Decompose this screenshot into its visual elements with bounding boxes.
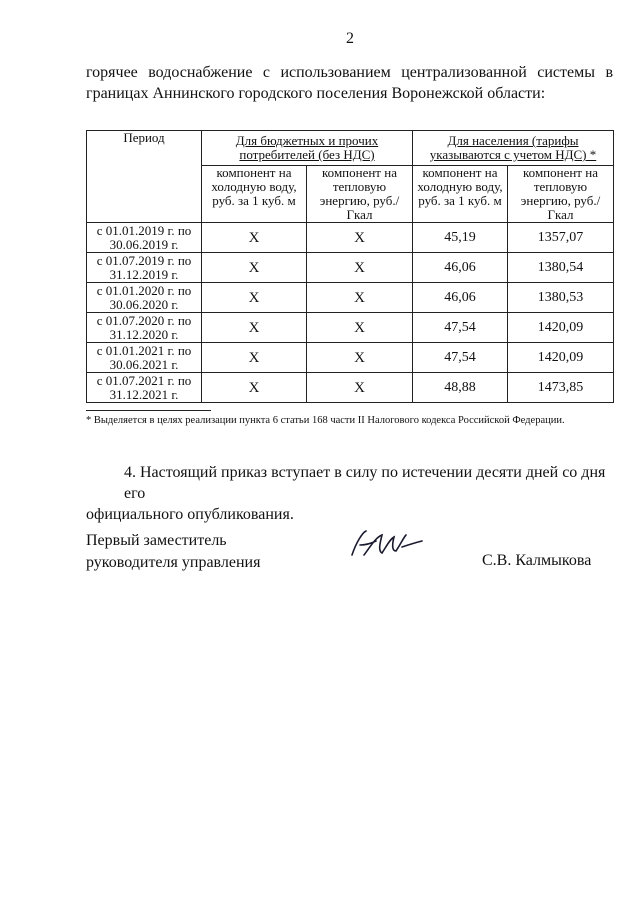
cell-heat-budget: X (307, 373, 413, 403)
header-population-group (413, 131, 614, 166)
cell-period: с 01.01.2021 г. по 30.06.2021 г. (87, 343, 202, 373)
cell-cold-population: 47,54 (413, 313, 508, 343)
header-budget-group (202, 131, 413, 166)
intro-line-2: границах Аннинского городского поселения Воронежской области: (86, 85, 546, 102)
header-heat-budget: компонент на тепловую энергию, руб./Гкал (307, 166, 413, 223)
table-row (87, 313, 614, 343)
footnote: * Выделяется в целях реализации пункта 6 статьи 168 части II Налогового кодекса Российской Федерации. (86, 415, 565, 426)
cell-heat-population: 1380,54 (508, 253, 614, 283)
cell-period: с 01.07.2019 г. по 31.12.2019 г. (87, 253, 202, 283)
cell-cold-population: 46,06 (413, 283, 508, 313)
signatory-title (86, 530, 260, 574)
cell-cold-budget: X (202, 283, 307, 313)
cell-cold-budget: X (202, 223, 307, 253)
cell-heat-population: 1380,53 (508, 283, 614, 313)
cell-heat-budget: X (307, 343, 413, 373)
cell-cold-population: 45,19 (413, 223, 508, 253)
table-row (87, 283, 614, 313)
cell-cold-budget: X (202, 313, 307, 343)
cell-period: с 01.07.2020 г. по 31.12.2020 г. (87, 313, 202, 343)
cell-heat-population: 1420,09 (508, 313, 614, 343)
footnote-divider (86, 410, 211, 411)
header-period: Период (87, 131, 202, 223)
cell-heat-population: 1473,85 (508, 373, 614, 403)
cell-cold-budget: X (202, 343, 307, 373)
signatory-title-line-1: Первый заместитель (86, 532, 227, 549)
cell-cold-budget: X (202, 373, 307, 403)
cell-period: с 01.01.2020 г. по 30.06.2020 г. (87, 283, 202, 313)
header-heat-population: компонент на тепловую энергию, руб./Гкал (508, 166, 614, 223)
cell-heat-budget: X (307, 223, 413, 253)
signatory-title-line-2: руководителя управления (86, 554, 261, 571)
cell-heat-budget: X (307, 253, 413, 283)
page-number: 2 (346, 30, 354, 47)
cell-cold-population: 46,06 (413, 253, 508, 283)
header-cold-population: компонент на холодную воду, руб. за 1 куб. м (413, 166, 508, 223)
table-row (87, 253, 614, 283)
intro-paragraph (86, 62, 613, 104)
clause-4 (86, 462, 613, 525)
cell-period: с 01.01.2019 г. по 30.06.2019 г. (87, 223, 202, 253)
cell-cold-budget: X (202, 253, 307, 283)
cell-heat-budget: X (307, 283, 413, 313)
table-row (87, 343, 614, 373)
cell-period: с 01.07.2021 г. по 31.12.2021 г. (87, 373, 202, 403)
cell-heat-population: 1357,07 (508, 223, 614, 253)
clause-line-1: 4. Настоящий приказ вступает в силу по истечении десяти дней со дня его (124, 464, 606, 502)
table-row (87, 223, 614, 253)
header-cold-budget: компонент на холодную воду, руб. за 1 куб. м (202, 166, 307, 223)
tariff-table (86, 130, 614, 403)
signer-name: С.В. Калмыкова (482, 552, 592, 569)
table-row (87, 373, 614, 403)
header-population-label: Для населения (тарифы указываются с учетом НДС) * (429, 133, 597, 162)
cell-heat-budget: X (307, 313, 413, 343)
intro-line-1: горячее водоснабжение с использованием централизованной системы в (86, 64, 613, 81)
header-budget-label: Для бюджетных и прочих потребителей (без НДС) (235, 133, 379, 162)
cell-cold-population: 47,54 (413, 343, 508, 373)
clause-line-2: официального опубликования. (86, 506, 294, 523)
handwritten-signature (342, 525, 432, 565)
cell-heat-population: 1420,09 (508, 343, 614, 373)
cell-cold-population: 48,88 (413, 373, 508, 403)
